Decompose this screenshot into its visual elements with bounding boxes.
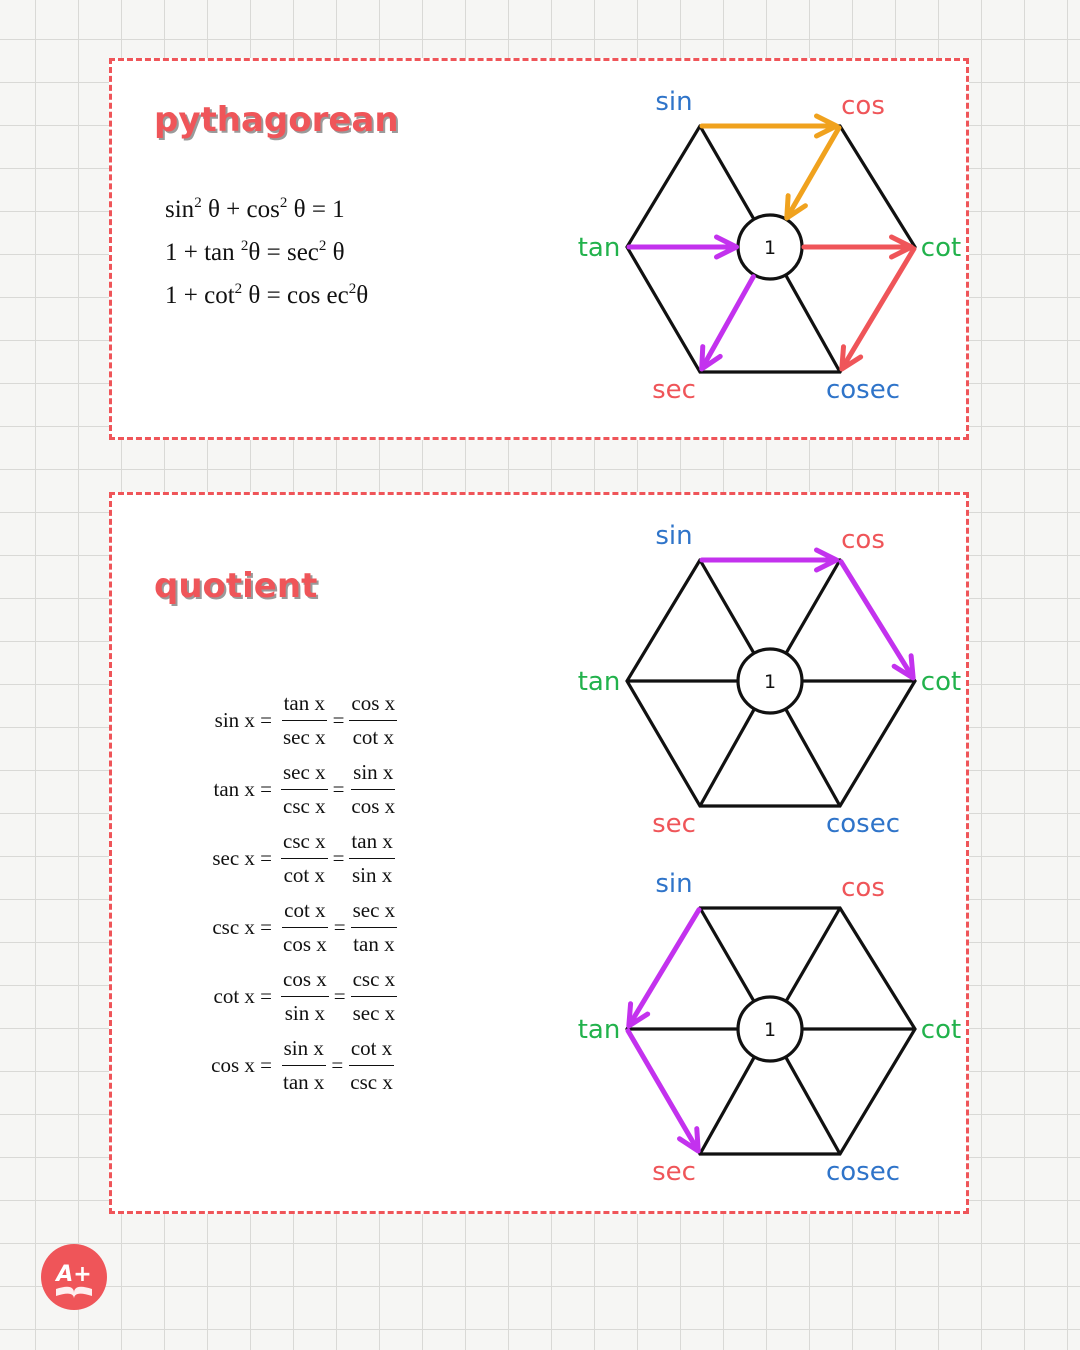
spoke-cosec <box>786 275 840 372</box>
arrow-center-to-sec <box>703 277 753 367</box>
hexagon-diagram-quotient-sec <box>560 858 980 1198</box>
hexagon-diagram-pythagorean <box>560 76 980 416</box>
fraction: $\frac{\text{csc x}}{\text{cot x}}$ <box>281 825 328 892</box>
label-tan: tan <box>577 1015 621 1045</box>
label-sin: sin <box>655 521 693 551</box>
center-label: 1 <box>763 237 777 259</box>
spoke-sin <box>700 908 754 1001</box>
fraction: $\frac{\text{csc x}}{\text{sec x}}$ <box>351 963 398 1030</box>
fraction: $\frac{\text{sin x}}{\text{tan x}}$ <box>281 1032 326 1099</box>
pythagorean-heading: pythagorean <box>154 100 399 140</box>
label-cosec: cosec <box>825 1157 901 1187</box>
hexagon-diagram-quotient-cot <box>560 510 980 850</box>
logo-text: A+ <box>56 1262 92 1287</box>
fraction: $\frac{\text{sec x}}{\text{csc x}}$ <box>281 756 328 823</box>
fraction: $\frac{\text{tan x}}{\text{sin x}}$ <box>349 825 394 892</box>
label-sec: sec <box>652 375 696 405</box>
label-cosec: cosec <box>825 809 901 839</box>
fraction: $\frac{\text{cot x}}{\text{cos x}}$ <box>281 894 329 961</box>
fraction: $\frac{\text{cos x}}{\text{sin x}}$ <box>281 963 329 1030</box>
label-sec: sec <box>652 1157 696 1187</box>
pythagorean-identities <box>165 188 368 317</box>
label-cot: cot <box>920 667 962 697</box>
center-label: 1 <box>763 671 777 693</box>
quotient-heading: quotient <box>154 566 318 606</box>
spoke-cos <box>786 908 840 1001</box>
spoke-cosec <box>786 709 840 806</box>
label-cot: cot <box>920 1015 962 1045</box>
arrow-sin-to-tan <box>630 910 699 1024</box>
label-cos: cos <box>841 525 885 555</box>
pythagorean-identity: $1 + \tan ^2\theta = \sec^2 \theta$ <box>165 238 345 266</box>
label-cos: cos <box>841 91 885 121</box>
a-plus-logo-icon <box>40 1243 108 1311</box>
spoke-cos <box>786 560 840 653</box>
fraction: $\frac{\text{cos x}}{\text{cot x}}$ <box>349 687 397 754</box>
pythagorean-identity: $1 + \cot^2 \theta = \cos ec^2\theta$ <box>165 281 369 309</box>
quotient-identity: sec x = $\frac{\text{csc x}}{\text{cot x}}$ = $\frac{\text{tan x}}{\text{sin x}}$ <box>196 824 426 893</box>
quotient-identities <box>196 686 426 1100</box>
label-sin: sin <box>655 87 693 117</box>
label-cot: cot <box>920 233 962 263</box>
spoke-sin <box>700 126 754 219</box>
arrow-tan-to-sec <box>628 1031 697 1149</box>
quotient-identity: sin x = $\frac{\text{tan x}}{\text{sec x}}$ = $\frac{\text{cos x}}{\text{cot x}}$ <box>196 686 426 755</box>
spoke-sin <box>700 560 754 653</box>
quotient-identity: cot x = $\frac{\text{cos x}}{\text{sin x}}$ = $\frac{\text{csc x}}{\text{sec x}}$ <box>196 962 426 1031</box>
quotient-identity: cos x = $\frac{\text{sin x}}{\text{tan x}}$ = $\frac{\text{cot x}}{\text{csc x}}$ <box>196 1031 426 1100</box>
fraction: $\frac{\text{cot x}}{\text{csc x}}$ <box>348 1032 395 1099</box>
label-sin: sin <box>655 869 693 899</box>
fraction: $\frac{\text{tan x}}{\text{sec x}}$ <box>281 687 328 754</box>
label-cos: cos <box>841 873 885 903</box>
center-label: 1 <box>763 1019 777 1041</box>
spoke-cosec <box>786 1057 840 1154</box>
label-tan: tan <box>577 667 621 697</box>
spoke-sec <box>700 1057 754 1154</box>
label-tan: tan <box>577 233 621 263</box>
arrow-cos-to-cot <box>841 562 912 676</box>
quotient-identity: tan x = $\frac{\text{sec x}}{\text{csc x}}$ = $\frac{\text{sin x}}{\text{cos x}}$ <box>196 755 426 824</box>
quotient-identity: csc x = $\frac{\text{cot x}}{\text{cos x}}$ = $\frac{\text{sec x}}{\text{tan x}}$ <box>196 893 426 962</box>
arrow-cot-to-cosec <box>843 249 914 367</box>
label-sec: sec <box>652 809 696 839</box>
pythagorean-identity: $\sin^2 \theta + \cos^2 \theta = 1$ <box>165 195 345 223</box>
arrow-cos-to-center <box>788 128 839 216</box>
label-cosec: cosec <box>825 375 901 405</box>
fraction: $\frac{\text{sin x}}{\text{cos x}}$ <box>349 756 397 823</box>
fraction: $\frac{\text{sec x}}{\text{tan x}}$ <box>351 894 398 961</box>
spoke-sec <box>700 709 754 806</box>
